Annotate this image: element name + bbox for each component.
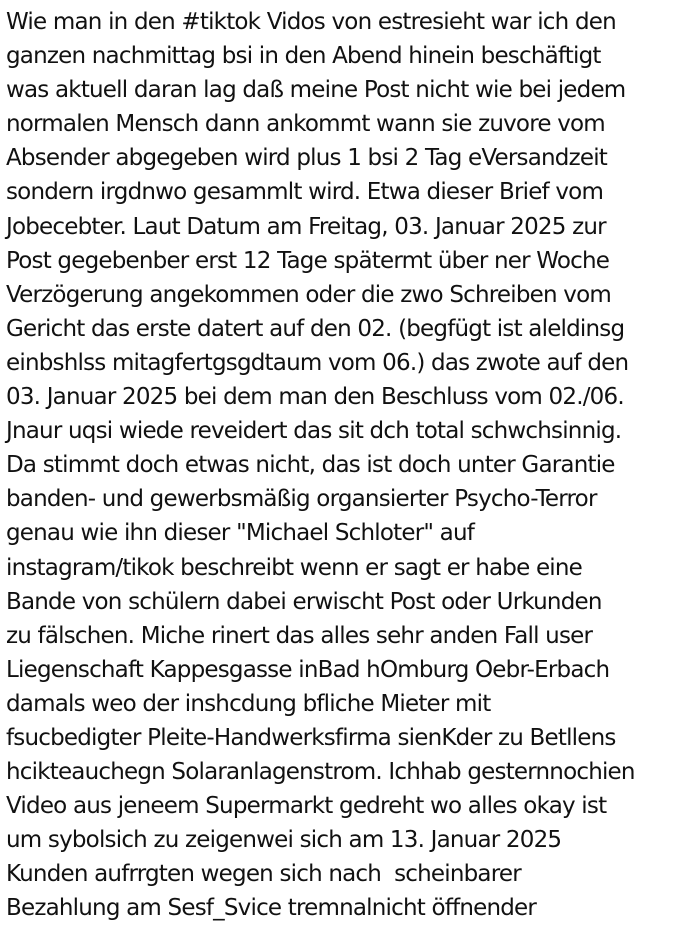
text-line: Verzögerung angekommen oder die zwo Schreiben vom (6, 281, 611, 308)
text-line: 03. Januar 2025 bei dem man den Beschluss vom 02./06. (6, 384, 624, 411)
text-line: einbshlss mitagfertgsgdtaum vom 06.) das zwote auf den (6, 349, 629, 376)
text-line: ganzen nachmittag bsi in den Abend hinein beschäftigt (6, 43, 601, 70)
text-line: Absender abgegeben wird plus 1 bsi 2 Tag eVersandzeit (6, 145, 608, 172)
text-line: Kunden aufrrgten wegen sich nach scheinbarer (6, 861, 521, 888)
text-line: damals weo der inshcdung bfliche Mieter mit (6, 690, 491, 717)
text-line: Video aus jeneem Supermarkt gedreht wo alles okay ist (6, 793, 607, 820)
text-line: Bezahlung am Sesf_Svice tremnalnicht öffnender (6, 895, 537, 922)
text-line: banden- und gewerbsmäßig organsierter Psycho-Terror (6, 486, 597, 513)
text-line: Da stimmt doch etwas nicht, das ist doch unter Garantie (6, 452, 615, 479)
text-line: genau wie ihn dieser "Michael Schloter" auf (6, 520, 475, 547)
text-line: Jnaur uqsi wiede reveidert das sit dch total schwchsinnig. (6, 418, 622, 445)
text-line: Post gegebenber erst 12 Tage spätermt über ner Woche (6, 247, 610, 274)
text-line: sondern irgdnwo gesammlt wird. Etwa dieser Brief vom (6, 179, 604, 206)
text-line: Bande von schülern dabei erwischt Post oder Urkunden (6, 588, 602, 615)
text-line: was aktuell daran lag daß meine Post nicht wie bei jedem (6, 77, 626, 104)
text-line: instagram/tikok beschreibt wenn er sagt er habe eine (6, 554, 583, 581)
text-line: normalen Mensch dann ankommt wann sie zuvore vom (6, 111, 605, 138)
text-line: Jobecebter. Laut Datum am Freitag, 03. Januar 2025 zur (6, 213, 606, 240)
text-line: fsucbedigter Pleite-Handwerksfirma sienKder zu Betllens (6, 724, 616, 751)
text-line: zu fälschen. Miche rinert das alles sehr anden Fall user (6, 622, 593, 649)
text-line: hcikteauchegn Solaranlagenstrom. Ichhab gesternnochien (6, 759, 635, 786)
document-text-block (6, 5, 684, 926)
text-line: Gericht das erste datert auf den 02. (begfügt ist aleldinsg (6, 315, 625, 342)
text-line: Wie man in den #tiktok Vidos von estresieht war ich den (6, 9, 616, 35)
text-line: Liegenschaft Kappesgasse inBad hOmburg Oebr-Erbach (6, 656, 610, 683)
text-line: um sybolsich zu zeigenwei sich am 13. Januar 2025 (6, 827, 562, 854)
